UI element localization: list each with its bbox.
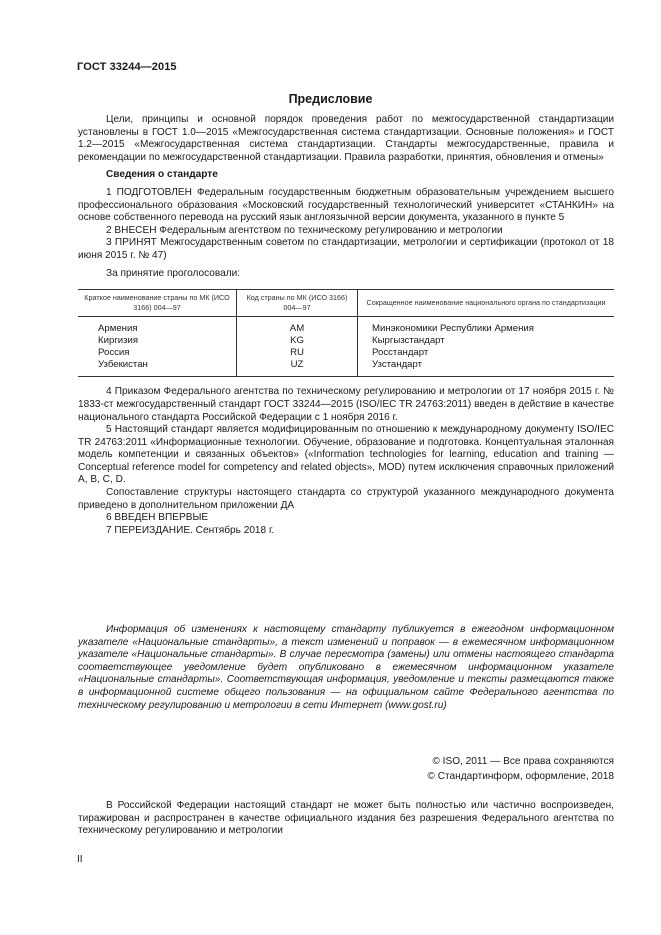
header-country-name: Краткое наименование страны по МК (ИСО 3166) 004—97 [78, 290, 237, 317]
amendments-info-block [78, 624, 614, 712]
copyright-iso: © ISO, 2011 — Все права сохраняются [432, 756, 614, 767]
foreword-body [78, 114, 614, 537]
standards-body: Минэкономики Республики Армения [358, 317, 615, 335]
copyright-block [427, 755, 614, 784]
amendments-info-text: Информация об изменениях к настоящему стандарту публикуется в ежегодном информационном указателе «Национальные стандарты», а текст изменений и поправок — в ежемесячном информационном указателе «Национальные стандарты». В случае пересмотра (замены) или отмены настоящего стандарта соответствующее уведомление будет опубликовано в ежемесячном информационном указателе «Национальные стандарты». Соответствующая информация, уведомление и тексты размещаются также в информационной системе общего пользования — на официальном сайте Федерального агентства по техническому регулированию и метрологии в сети Интернет (www.gost.ru) [78, 624, 614, 711]
country-code: AM [237, 317, 358, 335]
page-number: II [77, 854, 83, 865]
country-code: UZ [237, 359, 358, 377]
table-row [78, 347, 614, 359]
reproduction-rights-block [78, 800, 614, 838]
country-name: Армения [98, 323, 138, 335]
header-country-code: Код страны по МК (ИСО 3166) 004—97 [237, 290, 358, 317]
item-4-order: 4 Приказом Федерального агентства по техническому регулированию и метрологии от 17 ноября 2015 г. № 1833-ст межгосударственный стандарт ГОСТ 33244—2015 (ISO/IEC TR 24763:2011) введен в действие в качестве национального стандарта Российской Федерации с 1 ноября 2016 г. [78, 386, 614, 423]
country-name: Узбекистан [78, 359, 237, 377]
item-5-comparison: Сопоставление структуры настоящего стандарта со структурой указанного международного документа приведено в дополнительном приложении ДА [78, 487, 614, 511]
reproduction-rights-text: В Российской Федерации настоящий стандарт не может быть полностью или частично воспроизведен, тиражирован и распространен в качестве официального издания без разрешения Федерального агентства по техническому регулированию и метрологии [78, 800, 614, 837]
intro-paragraph: Цели, принципы и основной порядок проведения работ по межгосударственной стандартизации установлены в ГОСТ 1.0—2015 «Межгосударственная система стандартизации. Основные положения» и ГОСТ 1.2—2015 «Межгосударственная система стандартизации. Стандарты межгосударственные, правила и рекомендации по межгосударственной стандартизации. Правила разработки, принятия, обновления и отмены» [78, 114, 614, 163]
table-row [78, 317, 614, 335]
item-5-modified: 5 Настоящий стандарт является модифицированным по отношению к международному документу ISO/IEC TR 24763:2011 «Информационные технологии. Обучение, образование и подготовка. Концептуальная эталонная модель компетенции и связанных объектов» («Information technologies for learning, education and training — Conceptual reference model for competency and related objects», MOD) путем исключения справочных приложений A, B, C, D. [78, 424, 614, 486]
table-header-row [78, 290, 614, 317]
item-1-prepared: 1 ПОДГОТОВЛЕН Федеральным государственным бюджетным образовательным учреждением высшего профессионального образования «Московский государственный технологический университет «СТАНКИН» на основе собственного перевода на русский язык англоязычной версии документа, указанного в пункте 5 [78, 186, 614, 224]
standards-body: Росстандарт [358, 347, 615, 359]
standards-body: Узстандарт [358, 359, 615, 377]
country-name: Россия [98, 346, 130, 358]
item-6-first-introduced: 6 ВВЕДЕН ВПЕРВЫЕ [106, 512, 209, 524]
standard-code-header: ГОСТ 33244—2015 [77, 61, 177, 73]
table-row [78, 335, 614, 347]
item-7-reissue: 7 ПЕРЕИЗДАНИЕ. Сентябрь 2018 г. [106, 524, 275, 536]
subheading-standard-info: Сведения о стандарте [106, 169, 218, 181]
header-standards-body: Сокращенное наименование национального органа по стандартизации [358, 290, 615, 317]
standards-body: Кыргызстандарт [358, 335, 615, 347]
voting-countries-table [78, 289, 614, 377]
item-3-adopted: 3 ПРИНЯТ Межгосударственным советом по стандартизации, метрологии и сертификации (протокол от 18 июня 2015 г. № 47) [78, 237, 614, 261]
vote-label: За принятие проголосовали: [106, 267, 241, 279]
copyright-standartinform: © Стандартинформ, оформление, 2018 [427, 770, 614, 782]
country-code: KG [237, 335, 358, 347]
country-name: Киргизия [98, 334, 139, 346]
item-2-introduced: 2 ВНЕСЕН Федеральным агентством по техническому регулированию и метрологии [106, 224, 503, 236]
page-title: Предисловие [288, 92, 373, 106]
country-code: RU [237, 347, 358, 359]
table-row [78, 359, 614, 377]
